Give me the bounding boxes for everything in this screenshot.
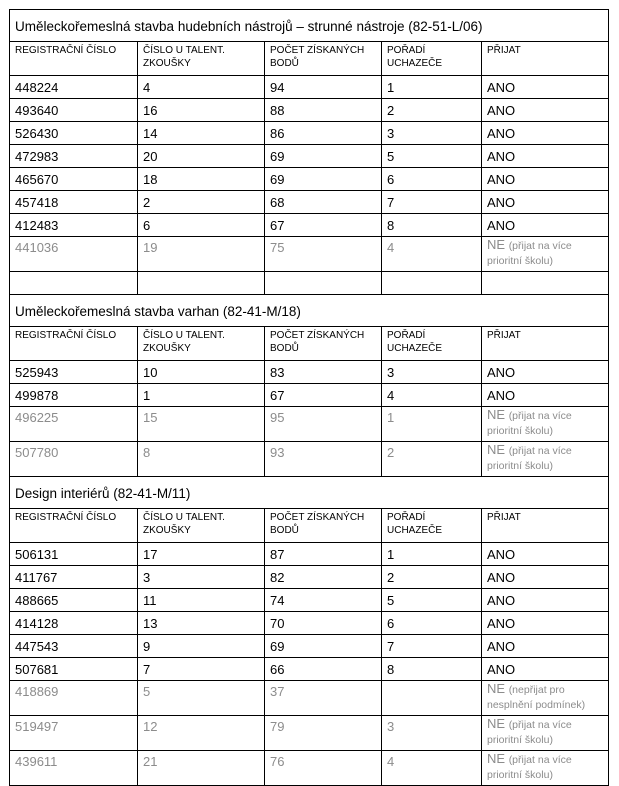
points-cell: 86 [265,122,382,145]
rank-cell: 2 [382,99,482,122]
rank-cell: 5 [382,589,482,612]
points-cell: 37 [265,681,382,716]
admitted-status: NE [487,442,506,457]
registration-number-cell: 472983 [10,145,138,168]
talent-exam-number-cell: 21 [138,751,265,786]
header-talent-exam-number: ČÍSLO U TALENT. ZKOUŠKY [138,42,265,76]
admitted-note: (přijat na více prioritní školu) [487,445,572,472]
admitted-cell: ANO [482,361,609,384]
admitted-cell [482,681,609,716]
candidate-row [10,122,609,145]
candidate-row-rejected [10,681,609,716]
candidate-row [10,99,609,122]
admitted-cell: ANO [482,122,609,145]
points-cell: 67 [265,214,382,237]
registration-number-cell: 448224 [10,76,138,99]
candidate-row [10,589,609,612]
rank-cell: 3 [382,122,482,145]
talent-exam-number-cell: 19 [138,237,265,272]
rank-cell: 3 [382,716,482,751]
admitted-cell: ANO [482,543,609,566]
admitted-cell: ANO [482,566,609,589]
talent-exam-number-cell: 16 [138,99,265,122]
candidate-row [10,635,609,658]
candidate-row [10,168,609,191]
talent-exam-number-cell: 17 [138,543,265,566]
points-cell: 69 [265,168,382,191]
header-talent-exam-number: ČÍSLO U TALENT. ZKOUŠKY [138,327,265,361]
empty-cell [382,272,482,295]
candidate-row [10,566,609,589]
admitted-status: NE [487,716,506,731]
candidate-row [10,384,609,407]
registration-number-cell: 525943 [10,361,138,384]
admitted-cell: ANO [482,384,609,407]
candidate-row [10,361,609,384]
registration-number-cell: 507681 [10,658,138,681]
column-header-row [10,42,609,76]
admitted-cell: ANO [482,99,609,122]
points-cell: 95 [265,407,382,442]
points-cell: 87 [265,543,382,566]
admitted-cell [482,407,609,442]
registration-number-cell: 507780 [10,442,138,477]
points-cell: 94 [265,76,382,99]
talent-exam-number-cell: 7 [138,658,265,681]
section-title-row [10,477,609,509]
header-talent-exam-number: ČÍSLO U TALENT. ZKOUŠKY [138,509,265,543]
registration-number-cell: 519497 [10,716,138,751]
points-cell: 82 [265,566,382,589]
candidate-row-rejected [10,407,609,442]
header-registration-number: REGISTRAČNÍ ČÍSLO [10,42,138,76]
admitted-cell: ANO [482,612,609,635]
points-cell: 74 [265,589,382,612]
points-cell: 66 [265,658,382,681]
admitted-cell: ANO [482,589,609,612]
admitted-status: NE [487,237,506,252]
talent-exam-number-cell: 8 [138,442,265,477]
registration-number-cell: 418869 [10,681,138,716]
header-registration-number: REGISTRAČNÍ ČÍSLO [10,327,138,361]
admitted-note: (nepřijat pro nesplnění podmínek) [487,684,586,711]
candidate-row [10,76,609,99]
candidate-row-rejected [10,716,609,751]
registration-number-cell: 465670 [10,168,138,191]
rank-cell: 6 [382,168,482,191]
header-rank: POŘADÍ UCHAZEČE [382,327,482,361]
admitted-cell [482,716,609,751]
candidate-row [10,543,609,566]
admitted-cell [482,442,609,477]
header-rank: POŘADÍ UCHAZEČE [382,42,482,76]
points-cell: 69 [265,145,382,168]
candidate-row-rejected [10,751,609,786]
talent-exam-number-cell: 20 [138,145,265,168]
empty-cell [265,272,382,295]
registration-number-cell: 414128 [10,612,138,635]
registration-number-cell: 493640 [10,99,138,122]
rank-cell [382,681,482,716]
rank-cell: 4 [382,384,482,407]
section-title: Design interiérů (82-41-M/11) [10,477,609,509]
rank-cell: 5 [382,145,482,168]
header-points: POČET ZÍSKANÝCH BODŮ [265,42,382,76]
empty-cell [10,272,138,295]
admitted-cell: ANO [482,658,609,681]
rank-cell: 4 [382,237,482,272]
admitted-status: NE [487,681,506,696]
talent-exam-number-cell: 14 [138,122,265,145]
admitted-status: NE [487,407,506,422]
points-cell: 83 [265,361,382,384]
admitted-note: (přijat na více prioritní školu) [487,410,572,437]
rank-cell: 7 [382,191,482,214]
talent-exam-number-cell: 5 [138,681,265,716]
points-cell: 70 [265,612,382,635]
section-title-row [10,295,609,327]
admission-results-table [9,9,609,786]
talent-exam-number-cell: 11 [138,589,265,612]
talent-exam-number-cell: 4 [138,76,265,99]
rank-cell: 3 [382,361,482,384]
rank-cell: 2 [382,442,482,477]
header-rank: POŘADÍ UCHAZEČE [382,509,482,543]
empty-cell [138,272,265,295]
talent-exam-number-cell: 18 [138,168,265,191]
talent-exam-number-cell: 2 [138,191,265,214]
admitted-cell: ANO [482,168,609,191]
admitted-cell [482,751,609,786]
points-cell: 75 [265,237,382,272]
rank-cell: 8 [382,214,482,237]
admitted-note: (přijat na více prioritní školu) [487,754,572,781]
admitted-cell: ANO [482,145,609,168]
talent-exam-number-cell: 13 [138,612,265,635]
header-admitted: PŘIJAT [482,509,609,543]
talent-exam-number-cell: 15 [138,407,265,442]
admitted-status: NE [487,751,506,766]
registration-number-cell: 526430 [10,122,138,145]
header-points: POČET ZÍSKANÝCH BODŮ [265,327,382,361]
talent-exam-number-cell: 3 [138,566,265,589]
admitted-cell [482,237,609,272]
admitted-cell: ANO [482,76,609,99]
points-cell: 79 [265,716,382,751]
registration-number-cell: 488665 [10,589,138,612]
points-cell: 69 [265,635,382,658]
admitted-cell: ANO [482,191,609,214]
admission-results-body [10,10,609,786]
admitted-note: (přijat na více prioritní školu) [487,240,572,267]
admitted-cell: ANO [482,214,609,237]
talent-exam-number-cell: 12 [138,716,265,751]
candidate-row [10,612,609,635]
registration-number-cell: 447543 [10,635,138,658]
registration-number-cell: 499878 [10,384,138,407]
points-cell: 88 [265,99,382,122]
registration-number-cell: 496225 [10,407,138,442]
header-admitted: PŘIJAT [482,42,609,76]
header-registration-number: REGISTRAČNÍ ČÍSLO [10,509,138,543]
admitted-cell: ANO [482,635,609,658]
candidate-row [10,214,609,237]
registration-number-cell: 439611 [10,751,138,786]
registration-number-cell: 457418 [10,191,138,214]
talent-exam-number-cell: 10 [138,361,265,384]
candidate-row-rejected [10,442,609,477]
registration-number-cell: 412483 [10,214,138,237]
registration-number-cell: 411767 [10,566,138,589]
registration-number-cell: 506131 [10,543,138,566]
talent-exam-number-cell: 1 [138,384,265,407]
rank-cell: 1 [382,76,482,99]
empty-cell [482,272,609,295]
registration-number-cell: 441036 [10,237,138,272]
candidate-row [10,658,609,681]
points-cell: 76 [265,751,382,786]
section-title: Uměleckořemeslná stavba hudebních nástrojů – strunné nástroje (82-51-L/06) [10,10,609,42]
rank-cell: 7 [382,635,482,658]
section-title: Uměleckořemeslná stavba varhan (82-41-M/18) [10,295,609,327]
header-admitted: PŘIJAT [482,327,609,361]
rank-cell: 8 [382,658,482,681]
admitted-note: (přijat na více prioritní školu) [487,719,572,746]
candidate-row-rejected [10,237,609,272]
empty-row [10,272,609,295]
column-header-row [10,509,609,543]
candidate-row [10,191,609,214]
candidate-row [10,145,609,168]
points-cell: 68 [265,191,382,214]
talent-exam-number-cell: 9 [138,635,265,658]
rank-cell: 4 [382,751,482,786]
rank-cell: 2 [382,566,482,589]
header-points: POČET ZÍSKANÝCH BODŮ [265,509,382,543]
rank-cell: 1 [382,543,482,566]
rank-cell: 1 [382,407,482,442]
column-header-row [10,327,609,361]
talent-exam-number-cell: 6 [138,214,265,237]
points-cell: 93 [265,442,382,477]
section-title-row [10,10,609,42]
points-cell: 67 [265,384,382,407]
rank-cell: 6 [382,612,482,635]
